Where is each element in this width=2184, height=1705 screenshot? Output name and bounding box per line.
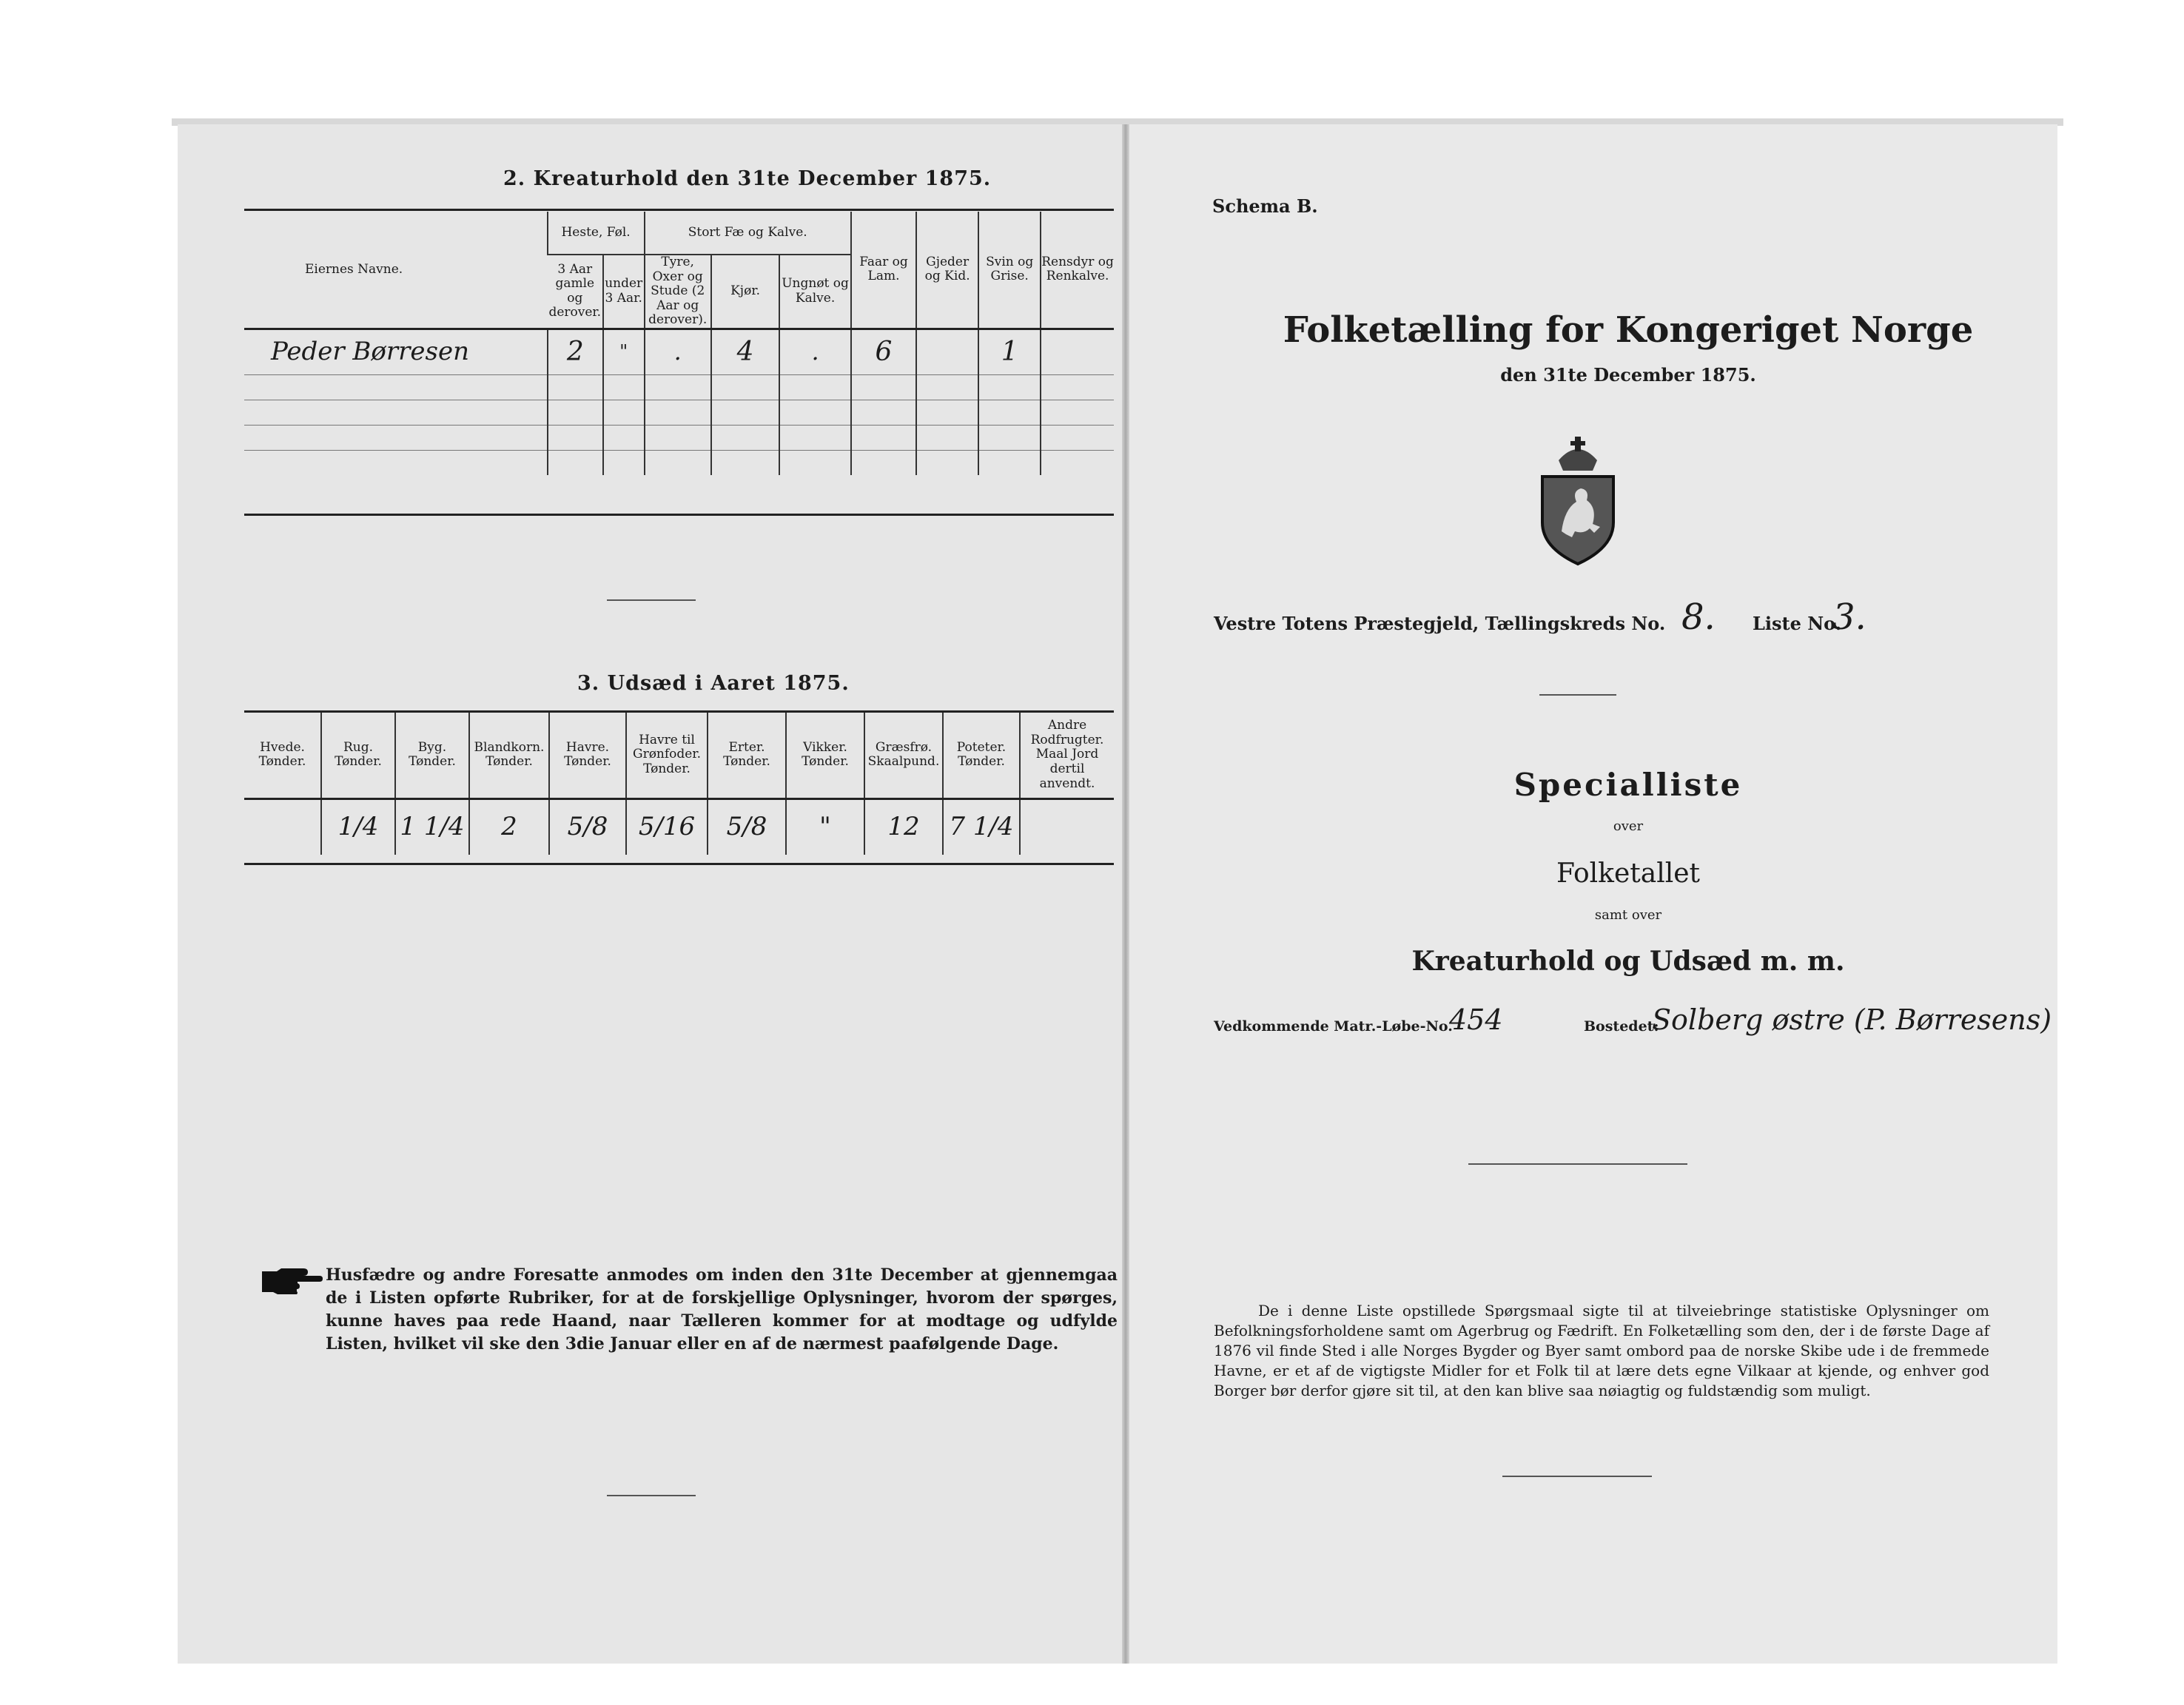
- seed-header: Rug. Tønder.: [321, 713, 395, 798]
- divider: [1468, 1163, 1687, 1165]
- special-list-title: Specialliste: [1513, 767, 1743, 803]
- rule: [244, 209, 1114, 211]
- owner-name: Peder Børresen: [271, 337, 469, 367]
- seed-header: Vikker. Tønder.: [786, 713, 864, 798]
- seed-header: Græsfrø. Skaalpund.: [864, 713, 943, 798]
- divider: [607, 1495, 696, 1496]
- seed-value: 5/16: [626, 798, 708, 855]
- seed-header: Havre. Tønder.: [549, 713, 626, 798]
- seed-header: Erter. Tønder.: [708, 713, 786, 798]
- seed-header: Andre Rodfrugter. Maal Jord dertil anvendt.: [1020, 713, 1114, 798]
- seed-header: Havre til Grønfoder. Tønder.: [626, 713, 708, 798]
- rule: [244, 863, 1114, 865]
- seed-header: Hvede. Tønder.: [258, 739, 306, 770]
- divider: [1502, 1476, 1652, 1477]
- folketallet-text: Folketallet: [1556, 858, 1701, 889]
- cell-cattle-bulls: .: [645, 329, 711, 374]
- header-sheep: Faar og Lam.: [851, 212, 916, 329]
- header-horses-old: 3 Aar gamle og derover.: [548, 255, 603, 329]
- header-pigs: Svin og Grise.: [978, 212, 1041, 329]
- seed-value: 1/4: [321, 798, 395, 855]
- seed-header: Poteter. Tønder.: [943, 713, 1020, 798]
- list-label: Liste No.: [1753, 613, 1842, 634]
- header-horses-young: under 3 Aar.: [603, 255, 645, 329]
- norwegian-coat-of-arms-icon: [1536, 428, 1619, 568]
- divider: [607, 599, 696, 601]
- table-row: [244, 798, 1114, 855]
- seed-value: 1 1/4: [395, 798, 469, 855]
- seed-value: 7 1/4: [943, 798, 1020, 855]
- seed-value: 2: [469, 798, 549, 855]
- header-cattle-cows: Kjør.: [711, 255, 779, 329]
- livestock-seed-title: Kreaturhold og Udsæd m. m.: [1411, 946, 1845, 977]
- header-cattle: Stort Fæ og Kalve.: [645, 212, 851, 255]
- parish-label: Vestre Totens Præstegjeld, Tællingskreds No.: [1214, 613, 1666, 634]
- header-owner: Eiernes Navne.: [305, 261, 403, 277]
- samt-over-text: samt over: [1594, 907, 1662, 923]
- header-cattle-young: Ungnøt og Kalve.: [779, 255, 851, 329]
- seed-value: 5/8: [549, 798, 626, 855]
- schema-label: Schema B.: [1212, 195, 1318, 217]
- form-title: Folketælling for Kongeriget Norge: [1283, 309, 1974, 351]
- matr-label: Vedkommende Matr.-Løbe-No.: [1214, 1018, 1453, 1035]
- cell-goats: [916, 329, 978, 374]
- table-row: [244, 329, 1114, 374]
- header-cattle-bulls: Tyre, Oxer og Stude (2 Aar og derover).: [645, 255, 711, 329]
- rule: [244, 514, 1114, 516]
- pointing-hand-icon: [261, 1265, 323, 1295]
- bosted-value: Solberg østre (P. Børresens): [1652, 1003, 2052, 1036]
- footer-text: De i denne Liste opstillede Spørgsmaal sigte til at tilveiebringe statistiske Oplysninger om Befolkningsforholdene samt om Agerbrug og Fædrift. En Folketælling som den, der i de første Dage af 1876 vil finde Sted i alle Norges Bygder og Byer samt ombord paa de norske Skibe ude i de fremmede Havne, er et af de vigtigste Midler for et Folk til at lære dets egne Vilkaar at kjende, og enhver god Borger bør derfor gjøre sit til, at den kan blive saa nøiagtig og fuldstændig som muligt.: [1214, 1302, 1989, 1399]
- seed-value: ": [786, 798, 864, 855]
- over-text: over: [1613, 818, 1644, 834]
- seed-table: [244, 713, 1114, 855]
- right-page: [1126, 124, 2057, 1664]
- header-reindeer: Rensdyr og Renkalve.: [1041, 212, 1114, 329]
- header-horses: Heste, Føl.: [548, 212, 645, 255]
- livestock-table: [244, 212, 1114, 475]
- header-goats: Gjeder og Kid.: [916, 212, 978, 329]
- cell-horses-young: ": [603, 329, 645, 374]
- seed-header: Blandkorn. Tønder.: [469, 713, 549, 798]
- cell-cattle-cows: 4: [711, 329, 779, 374]
- list-number: 3.: [1832, 596, 1867, 638]
- page-fold: [1122, 124, 1129, 1664]
- cell-horses-old: 2: [548, 329, 603, 374]
- section-3-title: 3. Udsæd i Aaret 1875.: [577, 672, 850, 695]
- seed-value: [1020, 798, 1114, 855]
- section-2-title: 2. Kreaturhold den 31te December 1875.: [503, 167, 992, 190]
- seed-value: 12: [864, 798, 943, 855]
- cell-cattle-young: .: [779, 329, 851, 374]
- district-number: 8.: [1681, 596, 1716, 638]
- cell-pigs: 1: [978, 329, 1041, 374]
- seed-header: Byg. Tønder.: [395, 713, 469, 798]
- seed-value: [244, 798, 321, 855]
- notice-text: Husfædre og andre Foresatte anmodes om inden den 31te December at gjennemgaa de i Listen opførte Rubriker, for at de forskjellige Oplysninger, hvorom der spørges, kunne haves paa rede Haand, naar Tælleren kommer for at modtage og udfylde Listen, hvilket vil ske den 3die Januar eller en af de nærmest paafølgende Dage.: [326, 1265, 1118, 1353]
- divider: [1539, 694, 1616, 696]
- form-date: den 31te December 1875.: [1500, 364, 1756, 386]
- seed-value: 5/8: [708, 798, 786, 855]
- bosted-label: Bostedet:: [1584, 1018, 1659, 1035]
- cell-reindeer: [1041, 329, 1114, 374]
- cell-sheep: 6: [851, 329, 916, 374]
- matr-number: 454: [1449, 1003, 1503, 1036]
